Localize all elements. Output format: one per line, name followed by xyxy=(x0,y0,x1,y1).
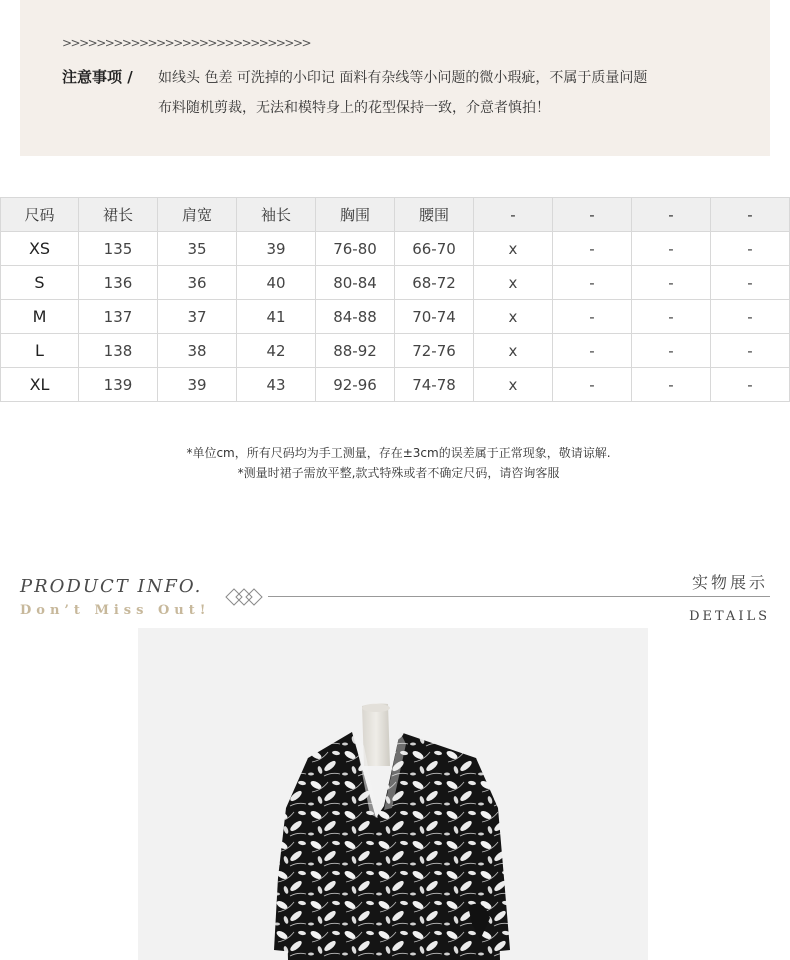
size-table-cell: x xyxy=(474,334,553,368)
size-table-cell: 88-92 xyxy=(316,334,395,368)
size-table-cell: x xyxy=(474,266,553,300)
notice-box xyxy=(20,0,770,156)
size-table-cell: 36 xyxy=(158,266,237,300)
size-table-cell: 72-76 xyxy=(395,334,474,368)
size-table-header-cell: - xyxy=(553,198,632,232)
product-display-label: 实物展示 xyxy=(691,573,768,592)
size-table-cell: 80-84 xyxy=(316,266,395,300)
size-table-header-cell: 胸围 xyxy=(316,198,395,232)
size-table-cell: 35 xyxy=(158,232,237,266)
size-table-cell: 39 xyxy=(158,368,237,402)
size-table-cell: 42 xyxy=(237,334,316,368)
size-table-cell: - xyxy=(711,368,790,402)
size-table-row xyxy=(1,232,790,266)
size-table-cell: - xyxy=(632,334,711,368)
size-table-cell: - xyxy=(711,334,790,368)
size-table-header-cell: 肩宽 xyxy=(158,198,237,232)
size-table-cell: x xyxy=(474,232,553,266)
size-table-cell: 92-96 xyxy=(316,368,395,402)
size-label-cell: M xyxy=(1,300,79,334)
divider-line xyxy=(230,596,770,597)
size-table-cell: 68-72 xyxy=(395,266,474,300)
size-label-cell: L xyxy=(1,334,79,368)
size-table-cell: 138 xyxy=(79,334,158,368)
size-table-cell: x xyxy=(474,368,553,402)
size-table-header-row xyxy=(1,198,790,232)
size-table-row xyxy=(1,368,790,402)
size-table-cell: 135 xyxy=(79,232,158,266)
product-photo xyxy=(138,628,648,960)
size-table-header-cell: 尺码 xyxy=(1,198,79,232)
floral-wrap-dress-image xyxy=(138,628,648,960)
size-table-header-cell: - xyxy=(474,198,553,232)
size-table-cell: 39 xyxy=(237,232,316,266)
size-label-cell: S xyxy=(1,266,79,300)
size-table-row xyxy=(1,334,790,368)
size-label-cell: XL xyxy=(1,368,79,402)
size-table-row xyxy=(1,300,790,334)
measurement-note-2: *测量时裙子需放平整,款式特殊或者不确定尺码，请咨询客服 xyxy=(237,466,560,480)
size-table-cell: 76-80 xyxy=(316,232,395,266)
size-table-cell: 66-70 xyxy=(395,232,474,266)
size-table-cell: - xyxy=(632,300,711,334)
size-table-cell: 40 xyxy=(237,266,316,300)
size-table-cell: - xyxy=(553,232,632,266)
details-label: DETAILS xyxy=(689,609,770,624)
size-table-cell: - xyxy=(553,300,632,334)
size-table-cell: 37 xyxy=(158,300,237,334)
size-table-row xyxy=(1,266,790,300)
size-table-header-cell: - xyxy=(632,198,711,232)
product-info-title: PRODUCT INFO. xyxy=(20,576,203,597)
size-table-cell: - xyxy=(632,368,711,402)
size-table-cell: 74-78 xyxy=(395,368,474,402)
size-table-cell: x xyxy=(474,300,553,334)
size-table-header-cell: 裙长 xyxy=(79,198,158,232)
size-table-cell: - xyxy=(553,368,632,402)
product-info-subtitle: Don’t Miss Out! xyxy=(20,603,211,618)
size-table-cell: 41 xyxy=(237,300,316,334)
size-table-header-cell: 袖长 xyxy=(237,198,316,232)
size-table-cell: 70-74 xyxy=(395,300,474,334)
chevron-decoration: >>>>>>>>>>>>>>>>>>>>>>>>>>>>> xyxy=(62,36,311,50)
size-table-cell: - xyxy=(711,300,790,334)
notice-title: 注意事项 / xyxy=(62,68,133,86)
size-table-cell: 139 xyxy=(79,368,158,402)
size-table-cell: - xyxy=(553,266,632,300)
size-table-cell: 137 xyxy=(79,300,158,334)
size-table-cell: 136 xyxy=(79,266,158,300)
size-table-header-cell: 腰围 xyxy=(395,198,474,232)
size-table-cell: - xyxy=(711,232,790,266)
size-table-cell: 43 xyxy=(237,368,316,402)
size-table xyxy=(0,197,790,402)
measurement-note-1: *单位cm，所有尺码均为手工测量，存在±3cm的误差属于正常现象，敬请谅解. xyxy=(186,446,611,460)
notice-line-2: 布料随机剪裁，无法和模特身上的花型保持一致，介意者慎拍！ xyxy=(158,100,550,116)
size-table-cell: - xyxy=(553,334,632,368)
size-table-cell: 84-88 xyxy=(316,300,395,334)
diamond-ornament-icon xyxy=(224,586,268,608)
size-table-cell: - xyxy=(632,232,711,266)
size-table-cell: - xyxy=(711,266,790,300)
size-table-cell: - xyxy=(632,266,711,300)
size-table-cell: 38 xyxy=(158,334,237,368)
size-table-header-cell: - xyxy=(711,198,790,232)
notice-line-1: 如线头 色差 可洗掉的小印记 面料有杂线等小问题的微小瑕疵，不属于质量问题 xyxy=(158,70,648,86)
size-label-cell: XS xyxy=(1,232,79,266)
